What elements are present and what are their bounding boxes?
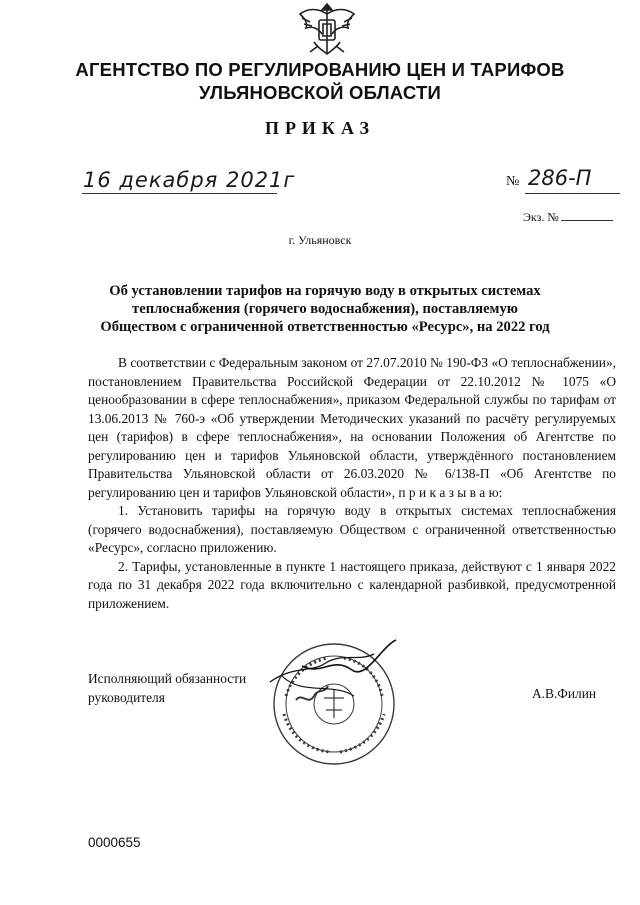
item-1-paragraph: 1. Установить тарифы на горячую воду в открытых системах теплоснабжения (горячего водоснабжения), поставляемую Обществом с ограниченной ответственностью «Ресурс», согласно приложению. (88, 503, 616, 555)
city-name: г. Ульяновск (288, 233, 352, 247)
copy-label: Экз. № (523, 210, 559, 224)
agency-name (40, 58, 600, 104)
subject-line2: теплоснабжения (горячего водоснабжения), поставляемую (132, 301, 518, 317)
document-type-title: ПРИКАЗ (264, 118, 376, 138)
signatory-role-line2: руководителя (88, 690, 165, 705)
document-body (88, 354, 616, 613)
signatory-role (88, 669, 246, 707)
copy-number-blank (561, 220, 613, 221)
preamble-text: В соответствии с Федеральным законом от 27.07.2010 № 190-ФЗ «О теплоснабжении», постановлением Правительства Российской Федерации от 22.10.2012 № 1075 «О ценообразовании в сфере теплоснабжения», приказом Федеральной службы по тарифам от 13.06.2013 № 760-э «Об утверждении Методических указаний по расчёту регулируемых цен (тарифов) в сфере теплоснабжения», на основании Положения об Агентстве по регулированию цен и тарифов Ульяновской области, утверждённого постановлением Правительства Ульяновской области от 26.03.2020 № 6/138-П «Об Агентстве по регулированию цен и тарифов Ульяновской области», (88, 355, 616, 500)
number-label: № (506, 174, 520, 189)
subject-line1: Об установлении тарифов на горячую воду в открытых системах (109, 283, 541, 299)
copy-number (523, 210, 613, 225)
document-subject (90, 282, 560, 336)
agency-name-line2: УЛЬЯНОВСКОЙ ОБЛАСТИ (199, 82, 441, 103)
agency-name-line1: АГЕНТСТВО ПО РЕГУЛИРОВАНИЮ ЦЕН И ТАРИФОВ (75, 59, 565, 80)
official-seal-icon (262, 636, 402, 768)
preamble-paragraph (88, 354, 616, 502)
coat-of-arms-icon (296, 2, 358, 58)
date-underline (82, 193, 277, 194)
item-2-paragraph: 2. Тарифы, установленные в пункте 1 настоящего приказа, действуют с 1 января 2022 года по 31 декабря 2022 года включительно с календарной разбивкой, предусмотренной приложением. (88, 558, 616, 611)
document-number: 286-П (528, 166, 592, 190)
signatory-role-line1: Исполняющий обязанности (88, 671, 247, 686)
subject-line3: Обществом с ограниченной ответственностью «Ресурс», на 2022 год (100, 319, 550, 335)
document-id: 0000655 (88, 835, 141, 850)
signatory-name: А.В.Филин (532, 686, 597, 701)
decree-word: п р и к а з ы в а ю: (398, 484, 503, 500)
document-date: 16 декабря 2021г (83, 168, 296, 192)
number-underline (525, 193, 620, 194)
